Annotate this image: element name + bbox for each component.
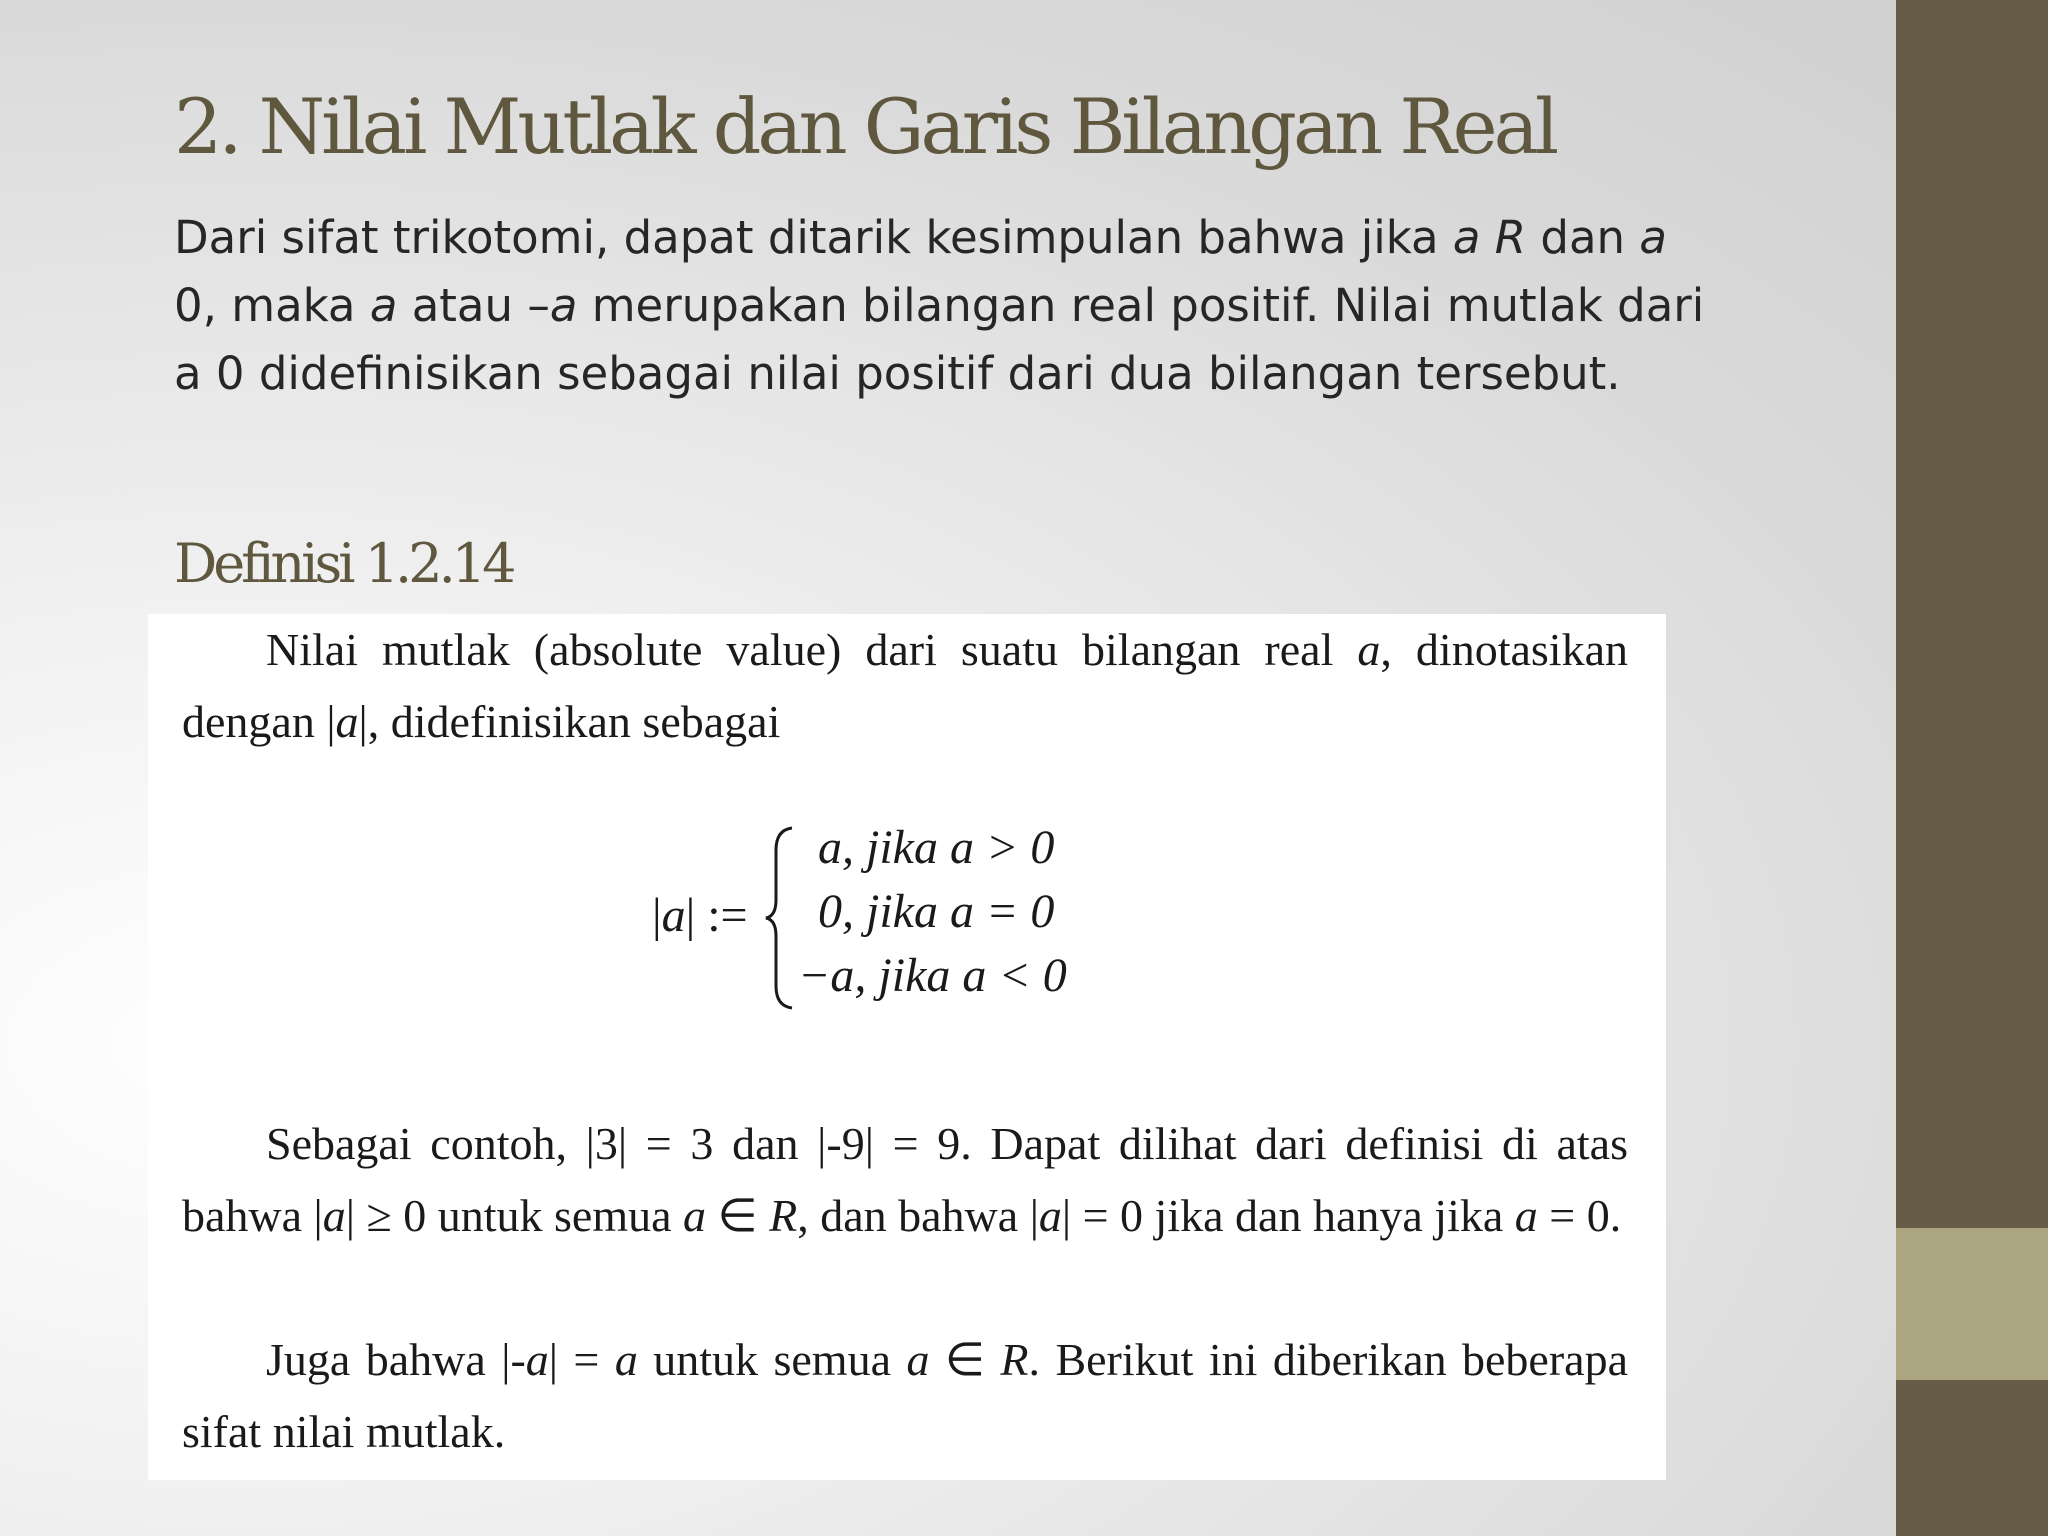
- formula-lhs: [652, 888, 748, 943]
- def-var: a: [683, 1190, 707, 1241]
- def-text: ∈: [706, 1190, 770, 1241]
- intro-text: Dari sifat trikotomi, dapat ditarik kesimpulan bahwa jika: [174, 211, 1453, 264]
- intro-text: atau –: [397, 279, 550, 332]
- intro-paragraph: [174, 204, 1724, 408]
- def-var: a: [322, 1190, 346, 1241]
- def-var: a: [525, 1334, 549, 1385]
- right-sidebar-accent: [1896, 1228, 2048, 1380]
- def-text: | = 0 jika dan hanya jika: [1061, 1190, 1515, 1241]
- formula-assign: | :=: [685, 889, 748, 942]
- intro-text: merupakan bilangan real positif. Nilai mutlak dari a 0 didefinisikan sebagai nilai positif dari dua bilangan tersebut.: [174, 279, 1705, 400]
- formula-bar: |: [652, 889, 662, 942]
- intro-var: a: [1452, 211, 1481, 264]
- intro-var: a: [549, 279, 578, 332]
- def-var: R: [769, 1190, 798, 1241]
- def-text: | =: [548, 1334, 615, 1385]
- def-text: |, didefinisikan sebagai: [358, 696, 781, 747]
- def-var: a: [1038, 1190, 1062, 1241]
- def-var: a: [906, 1334, 930, 1385]
- intro-text: 0, maka: [174, 279, 370, 332]
- definition-paragraph-1: [182, 614, 1628, 758]
- definition-paragraph-2: [182, 1108, 1628, 1252]
- intro-var: a: [369, 279, 398, 332]
- intro-text: [1480, 211, 1494, 264]
- def-text: . Berikut ini diberikan beberapa sifat nilai mutlak.: [182, 1334, 1628, 1457]
- definition-box: [148, 614, 1666, 1480]
- def-text: , dan bahwa |: [797, 1190, 1039, 1241]
- slide-title: 2. Nilai Mutlak dan Garis Bilangan Real: [174, 82, 1556, 171]
- def-text: = 0.: [1537, 1190, 1622, 1241]
- formula-case-negative: −a, jika a < 0: [798, 949, 1067, 1002]
- def-var: a: [335, 696, 359, 747]
- definition-paragraph-3: [182, 1324, 1628, 1468]
- intro-text: dan: [1526, 211, 1640, 264]
- intro-var: a: [1639, 211, 1667, 264]
- definition-heading: Definisi 1.2.14: [174, 532, 513, 595]
- def-text: Juga bahwa |-: [266, 1334, 526, 1385]
- def-text: Nilai mutlak (absolute value) dari suatu bilangan real: [266, 624, 1358, 675]
- def-text: ∈: [929, 1334, 1001, 1385]
- def-var: a: [614, 1334, 638, 1385]
- def-var: R: [1000, 1334, 1029, 1385]
- def-var: a: [1514, 1190, 1538, 1241]
- formula-var: a: [661, 889, 686, 942]
- absolute-value-formula: [652, 820, 1252, 1020]
- def-text: untuk semua: [637, 1334, 907, 1385]
- intro-var: R: [1494, 211, 1527, 264]
- def-var: a: [1357, 624, 1381, 675]
- left-brace-icon: [762, 826, 796, 1010]
- def-text: Sebagai contoh, |3| = 3 dan |-9| = 9. Dapat dilihat dari definisi di atas bahwa |: [182, 1118, 1628, 1241]
- formula-case-positive: a, jika a > 0: [818, 821, 1055, 874]
- def-text: , dinotasikan dengan |: [182, 624, 1628, 747]
- def-text: | ≥ 0 untuk semua: [345, 1190, 684, 1241]
- formula-case-zero: 0, jika a = 0: [818, 885, 1055, 938]
